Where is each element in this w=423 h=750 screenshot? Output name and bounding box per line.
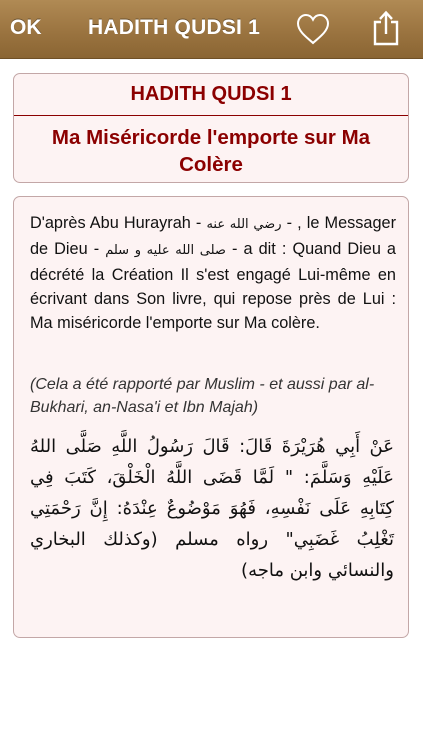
hadith-header-card bbox=[13, 73, 409, 183]
french-text-part: - a dit : Quand Dieu a décrété la Création Il s'est engagé Lui-même en écrivant dans Son livre, qui repose près de Lui : Ma miséricorde l'emporte sur Ma colère. bbox=[30, 240, 396, 332]
header-divider bbox=[14, 115, 408, 116]
hadith-body-card bbox=[13, 196, 409, 638]
share-icon[interactable] bbox=[370, 10, 402, 46]
hadith-source: (Cela a été rapporté par Muslim - et aussi par al-Bukhari, an-Nasa'i et Ibn Majah) bbox=[30, 376, 375, 416]
top-navigation-bar bbox=[0, 0, 423, 59]
hadith-subtitle: Ma Miséricorde l'emporte sur Ma Colère bbox=[51, 126, 371, 176]
french-translation bbox=[30, 211, 396, 335]
french-text-part: - , le Messager de Dieu - bbox=[30, 214, 396, 258]
nav-title: HADITH QUDSI 1 bbox=[88, 16, 260, 39]
arabic-honorific: صلى الله عليه و سلم bbox=[105, 243, 226, 258]
ok-button[interactable]: OK bbox=[10, 16, 42, 39]
french-text-part: D'après Abu Hurayrah - bbox=[30, 214, 207, 232]
favorite-heart-icon[interactable] bbox=[295, 12, 331, 46]
arabic-honorific: رضي الله عنه bbox=[206, 217, 282, 232]
hadith-title: HADITH QUDSI 1 bbox=[130, 83, 292, 105]
arabic-hadith-text: عَنْ أَبِي هُرَيْرَةَ قَالَ: قَالَ رَسُولُ اللَّهِ صَلَّى اللهُ عَلَيْهِ وَسَلَّمَ: " لَمَّا قَضَى اللَّهُ الْخَلْقَ، كَتَبَ فِي كِتَابِهِ عَلَى نَفْسِهِ، فَهُوَ مَوْضُوعٌ عِنْدَهُ: إِنَّ رَحْمَتِي تَغْلِبُ غَضَبِي" رواه مسلم (وكذلك البخاري والنسائي وابن ماجه) bbox=[30, 436, 394, 581]
